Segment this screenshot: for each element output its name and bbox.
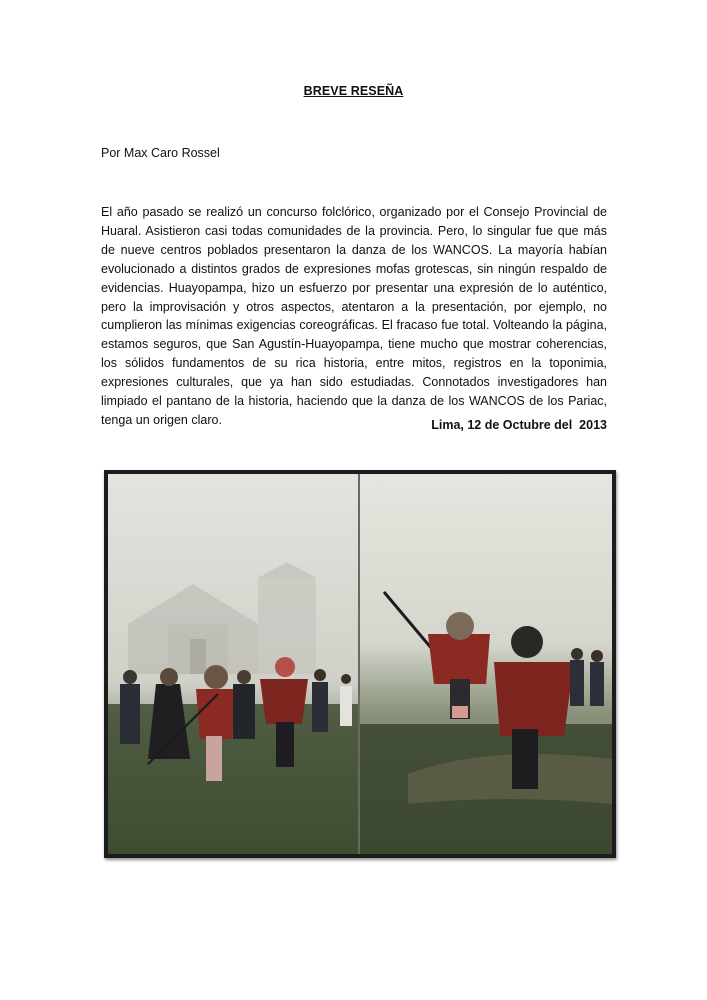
photograph bbox=[104, 470, 616, 858]
photo-illustration bbox=[108, 474, 612, 854]
dateline: Lima, 12 de Octubre del 2013 bbox=[431, 418, 607, 432]
photo-left-panel bbox=[108, 474, 358, 854]
photo-right-panel bbox=[360, 474, 612, 854]
document-title: BREVE RESEÑA bbox=[303, 84, 404, 98]
author-line: Por Max Caro Rossel bbox=[101, 146, 220, 160]
body-paragraph: El año pasado se realizó un concurso folclórico, organizado por el Consejo Provincial de Huaral. Asistieron casi todas comunidades de la provincia. Pero, lo singular fue que más de nueve centros poblados presentaron la danza de los WANCOS. La mayoría habían evolucionado a distintos grados de expresiones mofas grotescas, sin ningún respaldo de evidencias. Huayopampa, hizo un esfuerzo por presentar una expresión de lo auténtico, pero la improvisación y otros aspectos, atentaron a la presentación, por ejemplo, no cumplieron las mínimas exigencias coreográficas. El fracaso fue total. Volteando la página, estamos seguros, que San Agustín-Huayopampa, tiene mucho que mostrar coherencias, los sólidos fundamentos de su rica historia, entre mitos, registros en la toponimia, expresiones culturales, que ya han sido estudiadas. Connotados investigadores han limpiado el pantano de la historia, haciendo que la danza de los WANCOS de los Pariac, tenga un origen claro. bbox=[101, 205, 607, 427]
